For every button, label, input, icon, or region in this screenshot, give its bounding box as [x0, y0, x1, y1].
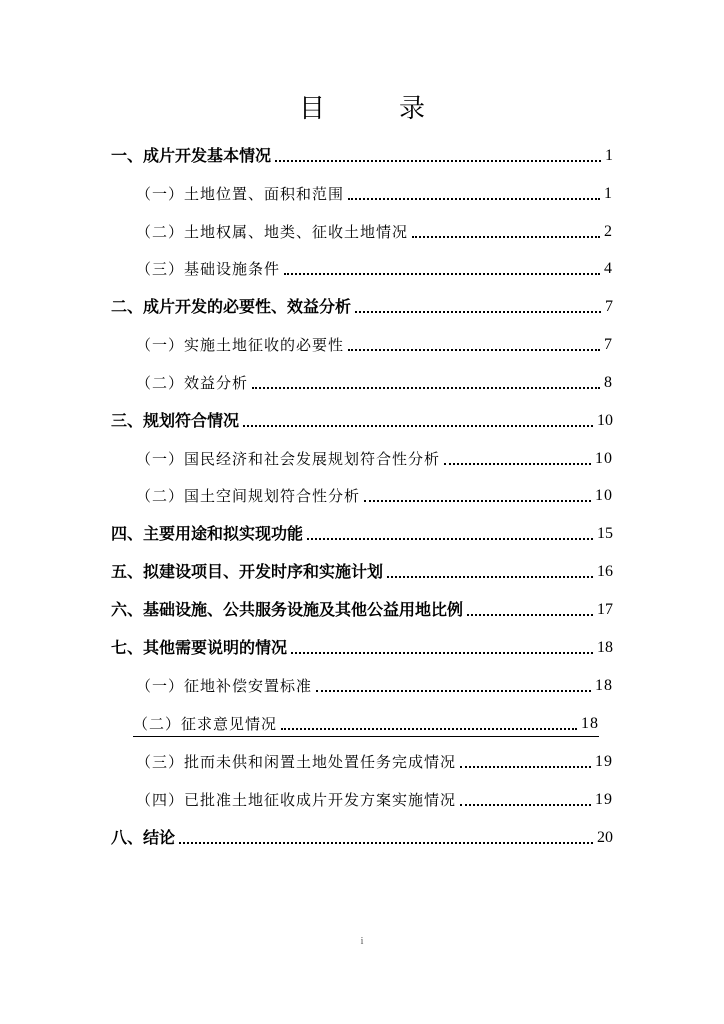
toc-entry[interactable] [136, 251, 613, 279]
toc-entry-page: 2 [604, 223, 613, 240]
toc-entry-label: 六、基础设施、公共服务设施及其他公益用地比例 [111, 600, 464, 619]
toc-entry-label: （一）实施土地征收的必要性 [136, 336, 345, 354]
toc-entry[interactable] [136, 478, 613, 506]
toc-dot-leader [284, 273, 600, 275]
toc-entry-page: 20 [597, 829, 613, 846]
toc-entry-label: 一、成片开发基本情况 [111, 146, 272, 165]
toc-entry[interactable] [136, 668, 613, 696]
toc-entry-page: 7 [605, 298, 613, 315]
toc-dot-leader [412, 236, 600, 238]
toc-entry-page: 1 [605, 147, 613, 164]
toc-entry[interactable] [111, 820, 613, 848]
toc-entry-label: （一）国民经济和社会发展规划符合性分析 [136, 450, 441, 468]
toc-entry-label: （一）土地位置、面积和范围 [136, 185, 345, 203]
toc-dot-leader [387, 576, 593, 578]
toc-dot-leader [252, 387, 600, 389]
toc-dot-leader [179, 842, 593, 844]
toc-dot-leader [467, 614, 593, 616]
toc-entry-label: （一）征地补偿安置标准 [136, 677, 313, 695]
toc-entry-label: （二）土地权属、地类、征收土地情况 [136, 223, 409, 241]
toc-entry-label: 二、成片开发的必要性、效益分析 [111, 297, 352, 316]
toc-entry-page: 16 [597, 563, 613, 580]
toc-dot-leader [348, 349, 600, 351]
toc-dot-leader [275, 160, 601, 162]
toc-entry[interactable] [111, 592, 613, 620]
toc-entry-page: 15 [597, 525, 613, 542]
toc-entry-label: 三、规划符合情况 [111, 411, 240, 430]
toc-entry-label: 八、结论 [111, 828, 176, 847]
toc-dot-leader [364, 500, 591, 502]
toc-entry[interactable] [136, 744, 613, 772]
toc-entry-label: （三）基础设施条件 [136, 260, 281, 278]
toc-entry-label: （四）已批准土地征收成片开发方案实施情况 [136, 791, 457, 809]
toc-dot-leader [307, 538, 593, 540]
toc-entry-label: （二）征求意见情况 [133, 715, 278, 733]
toc-entry-page: 4 [604, 260, 613, 277]
toc-entry[interactable] [111, 630, 613, 658]
toc-entry-page: 10 [595, 487, 613, 504]
toc-entry-label: （三）批而未供和闲置土地处置任务完成情况 [136, 753, 457, 771]
toc-dot-leader [444, 463, 591, 465]
toc-entry-page: 1 [604, 185, 613, 202]
toc-dot-leader [281, 728, 577, 730]
page-title: 目 录 [298, 94, 449, 124]
toc-dot-leader [355, 311, 601, 313]
toc-entry-page: 18 [597, 639, 613, 656]
toc-entry-page: 10 [597, 412, 613, 429]
toc-entry[interactable] [111, 516, 613, 544]
toc-entry-label: 五、拟建设项目、开发时序和实施计划 [111, 562, 384, 581]
toc-entry-page: 19 [595, 791, 613, 808]
toc-entry[interactable] [111, 403, 613, 431]
toc-entry-page: 18 [595, 677, 613, 694]
toc-entry-label: 七、其他需要说明的情况 [111, 638, 288, 657]
toc-entry-page: 7 [604, 336, 613, 353]
toc-entry[interactable] [136, 176, 613, 204]
toc-dot-leader [291, 652, 593, 654]
toc-entry-label: （二）效益分析 [136, 374, 249, 392]
toc-entry-page: 19 [595, 753, 613, 770]
toc-entry-page: 17 [597, 601, 613, 618]
toc-entry[interactable] [136, 327, 613, 355]
page-number: i [360, 936, 364, 947]
toc-entry-page: 8 [604, 374, 613, 391]
toc-dot-leader [348, 198, 600, 200]
toc-entry-label: 四、主要用途和拟实现功能 [111, 524, 304, 543]
toc-entry[interactable] [136, 365, 613, 393]
toc-dot-leader [460, 804, 591, 806]
toc-entry[interactable] [111, 138, 613, 166]
toc-entry[interactable] [111, 289, 613, 317]
toc-entry-label: （二）国土空间规划符合性分析 [136, 487, 361, 505]
toc-entry[interactable] [136, 782, 613, 810]
toc-entry[interactable] [136, 441, 613, 469]
toc-dot-leader [243, 425, 593, 427]
toc-entry[interactable] [133, 706, 599, 737]
toc-entry-page: 18 [581, 715, 599, 732]
toc-entry[interactable] [111, 554, 613, 582]
toc-dot-leader [316, 690, 591, 692]
toc-dot-leader [460, 766, 591, 768]
toc-entry[interactable] [136, 214, 613, 242]
toc-entry-page: 10 [595, 450, 613, 467]
